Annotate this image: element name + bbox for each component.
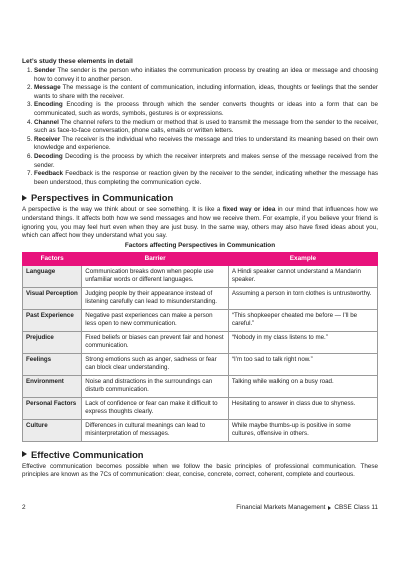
factor-cell: Feelings — [23, 353, 82, 375]
list-item-text: The channel refers to the medium or method that is used to transmit the message from the sender to the receiver, such as face-to-face conversation, phone calls, emails or written letters. — [34, 118, 378, 135]
triangle-bullet-icon — [22, 195, 27, 201]
list-item-text: The receiver is the individual who receives the message and tries to understand its meaning based on their own knowledge and experience. — [34, 135, 379, 152]
list-item-term: Receiver — [34, 135, 61, 143]
elements-intro: Let’s study these elements in detail — [22, 58, 133, 65]
barrier-cell: Negative past experiences can make a person less open to new communication. — [82, 309, 229, 331]
barrier-cell: Fixed beliefs or biases can prevent fair and honest communication. — [82, 331, 229, 353]
barrier-cell: Noise and distractions in the surroundings can disturb communication. — [82, 375, 229, 397]
table-caption: Factors affecting Perspectives in Communication — [124, 241, 276, 249]
table-row — [23, 397, 378, 419]
list-item-text: Feedback is the response or reaction given by the receiver to the sender, indicating whether the message has been understood, thus completing the communication cycle. — [34, 170, 379, 186]
barrier-cell: Lack of confidence or fear can make it difficult to express thoughts clearly. — [82, 397, 229, 419]
example-cell: “This shopkeeper cheated me before — I’ll be careful.” — [228, 309, 377, 331]
table-row — [23, 419, 378, 441]
barrier-cell: Communication breaks down when people use unfamiliar words or different languages. — [82, 265, 229, 287]
book-title: Financial Markets Management — [236, 504, 326, 511]
column-header-barrier: Barrier — [82, 252, 229, 265]
list-item-term: Message — [34, 84, 61, 92]
barrier-cell: Strong emotions such as anger, sadness or fear can block clear understanding. — [82, 353, 229, 375]
list-item-text: Encoding is the process through which the sender converts thoughts or ideas into a form that can be communicated, such as words, symbols, gestures is or expressions. — [34, 101, 379, 117]
factor-cell: Past Experience — [23, 309, 82, 331]
footer-book-info — [236, 504, 378, 511]
perspectives-heading-text: Perspectives in Communication — [31, 192, 174, 204]
table-row — [23, 265, 378, 287]
column-header-factors: Factors — [23, 252, 82, 265]
effective-heading-text: Effective Communication — [31, 448, 144, 460]
effective-paragraph: Effective communication becomes possible when we follow the basic principles of professional communication. These principles are known as the 7Cs of communication: clear, concise, concrete, correct, coherent, complete and courteous. — [22, 462, 378, 479]
example-cell: Assuming a person in torn clothes is untrustworthy. — [228, 287, 377, 309]
factor-cell: Culture — [23, 419, 82, 441]
effective-heading — [22, 449, 378, 460]
list-item-text: The message is the content of communication, including information, ideas, thoughts or feelings that the sender wants to share with the receiver. — [34, 84, 378, 100]
table-header-row — [23, 252, 378, 265]
example-cell: “I’m too sad to talk right now.” — [228, 353, 377, 375]
example-cell: Hesitating to answer in class due to shyness. — [228, 397, 377, 419]
barrier-cell: Judging people by their appearance instead of listening carefully can lead to misunderstanding. — [82, 287, 229, 309]
perspectives-heading — [22, 192, 378, 203]
perspectives-text-bold: fixed way or idea — [222, 206, 276, 214]
example-cell: A Hindi speaker cannot understand a Mandarin speaker. — [228, 265, 377, 287]
factor-cell: Visual Perception — [23, 287, 82, 309]
list-item-text: The sender is the person who initiates the communication process by creating an idea or message and choosing how to convey it to another person. — [34, 67, 379, 83]
list-item — [34, 153, 378, 170]
page-content — [22, 58, 378, 480]
perspectives-text-a: A perspective is the way we think about or see something. It is like a — [22, 206, 223, 214]
table-row — [23, 309, 378, 331]
barrier-cell: Differences in cultural meanings can lead to misinterpretation of messages. — [82, 419, 229, 441]
perspectives-paragraph — [22, 206, 378, 240]
table-row — [23, 331, 378, 353]
page-number: 2 — [22, 504, 26, 511]
perspectives-table — [22, 252, 378, 442]
perspectives-text-b: in our mind that influences how we understand things. It affects both how we send messages and how we receive them. For example, if you believe your friend is ignoring you, you may feel hurt even when they are just busy. In the same way, others may also have fixed ideas about you, which can affect how they understand what you say. — [22, 206, 379, 240]
factor-cell: Personal Factors — [23, 397, 82, 419]
factor-cell: Prejudice — [23, 331, 82, 353]
triangle-separator-icon — [328, 506, 331, 510]
list-item-term: Sender — [34, 67, 56, 74]
list-item-text: Decoding is the process by which the receiver interprets and makes sense of the message received from the sender. — [34, 152, 379, 169]
elements-list — [22, 67, 378, 187]
triangle-bullet-icon — [22, 451, 27, 457]
list-item — [34, 170, 378, 187]
example-cell: Talking while walking on a busy road. — [228, 375, 377, 397]
table-row — [23, 375, 378, 397]
factor-cell: Language — [23, 265, 82, 287]
example-cell: “Nobody in my class listens to me.” — [228, 331, 377, 353]
list-item — [34, 101, 378, 118]
column-header-example: Example — [228, 252, 377, 265]
list-item — [34, 119, 378, 136]
table-row — [23, 353, 378, 375]
list-item-term: Encoding — [34, 101, 63, 109]
table-row — [23, 287, 378, 309]
class-label: CBSE Class 11 — [334, 504, 378, 511]
list-item-term: Feedback — [34, 170, 64, 178]
list-item — [34, 136, 378, 153]
example-cell: While maybe thumbs-up is positive in some cultures, offensive in others. — [228, 419, 377, 441]
list-item — [34, 84, 378, 101]
page-footer — [22, 504, 378, 511]
list-item — [34, 67, 378, 84]
list-item-term: Decoding — [34, 152, 63, 160]
list-item-term: Channel — [34, 118, 59, 126]
factor-cell: Environment — [23, 375, 82, 397]
